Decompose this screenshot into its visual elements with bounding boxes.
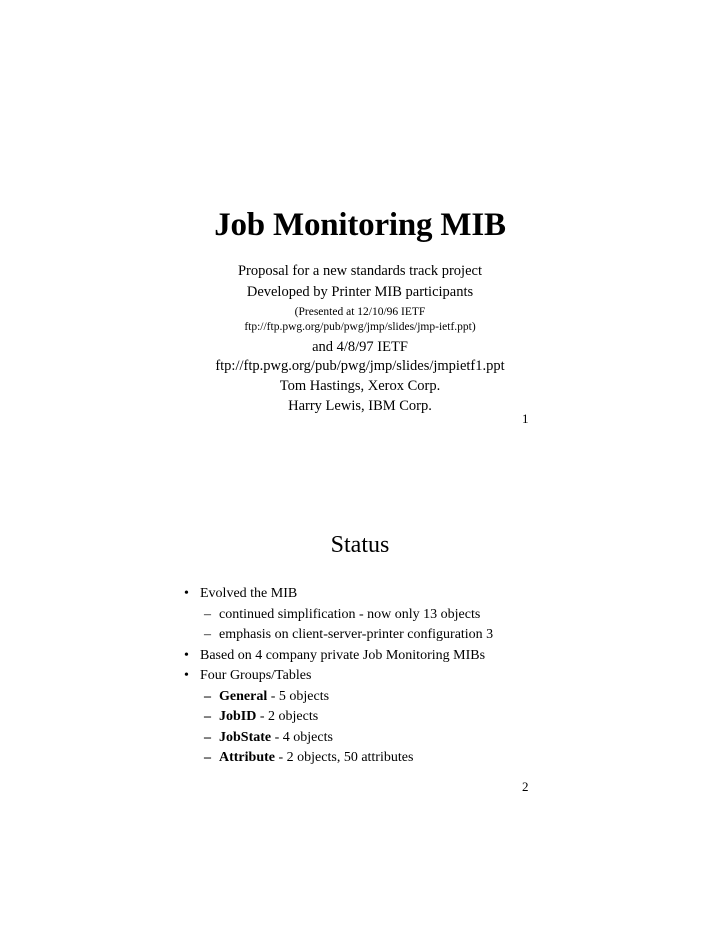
bullet-marker: • [184,668,189,683]
page-number: 2 [522,779,529,794]
dash-marker: – [204,606,211,622]
list-item-text: - 5 objects [267,688,330,704]
subtitle-line-4: ftp://ftp.pwg.org/pub/pwg/jmp/slides/jmp-ietf.ppt) [244,321,476,333]
dash-marker: – [204,688,211,704]
list-item [184,646,684,667]
bullet-list [184,584,684,769]
dash-marker: – [204,750,211,765]
bullet-marker: • [184,647,189,663]
list-item-term: JobState [219,729,272,745]
dash-marker: – [204,627,211,642]
dash-marker: – [204,709,211,724]
slide-2 [0,466,720,932]
list-item-text: continued simplification - now only 13 objects [219,606,481,622]
list-item-text: Based on 4 company private Job Monitoring MIBs [200,647,486,663]
list-item [184,584,684,605]
subtitle-line-6: ftp://ftp.pwg.org/pub/pwg/jmp/slides/jmpietf1.ppt [215,358,505,374]
list-item-text: - 2 objects [256,709,319,724]
subtitle-line-1: Proposal for a new standards track project [237,263,482,279]
list-item [184,707,684,728]
bullet-marker: • [184,586,189,601]
dash-marker: – [204,729,211,745]
list-item-text: emphasis on client-server-printer configuration 3 [219,627,494,642]
list-item [184,748,684,769]
list-item [184,625,684,646]
slide-2-title: Status [330,532,390,558]
subtitle-line-8: Harry Lewis, IBM Corp. [288,398,432,414]
list-item [184,687,684,708]
subtitle-line-2: Developed by Printer MIB participants [246,284,474,300]
subtitle-line-3: (Presented at 12/10/96 IETF [294,306,426,318]
list-item-text: Evolved the MIB [200,586,298,601]
list-item [184,605,684,626]
list-item [184,728,684,749]
list-item-text: Four Groups/Tables [200,668,312,683]
subtitle-line-7: Tom Hastings, Xerox Corp. [279,378,441,394]
list-item-term: General [219,688,268,704]
list-item-text: - 2 objects, 50 attributes [275,750,414,765]
list-item-term: JobID [219,709,257,724]
slide-1-title: Job Monitoring MIB [214,207,506,243]
subtitle-line-5: and 4/8/97 IETF [312,339,408,355]
page-number: 1 [522,411,529,426]
list-item-text: - 4 objects [271,729,333,745]
list-item-term: Attribute [219,750,275,765]
list-item [184,666,684,687]
